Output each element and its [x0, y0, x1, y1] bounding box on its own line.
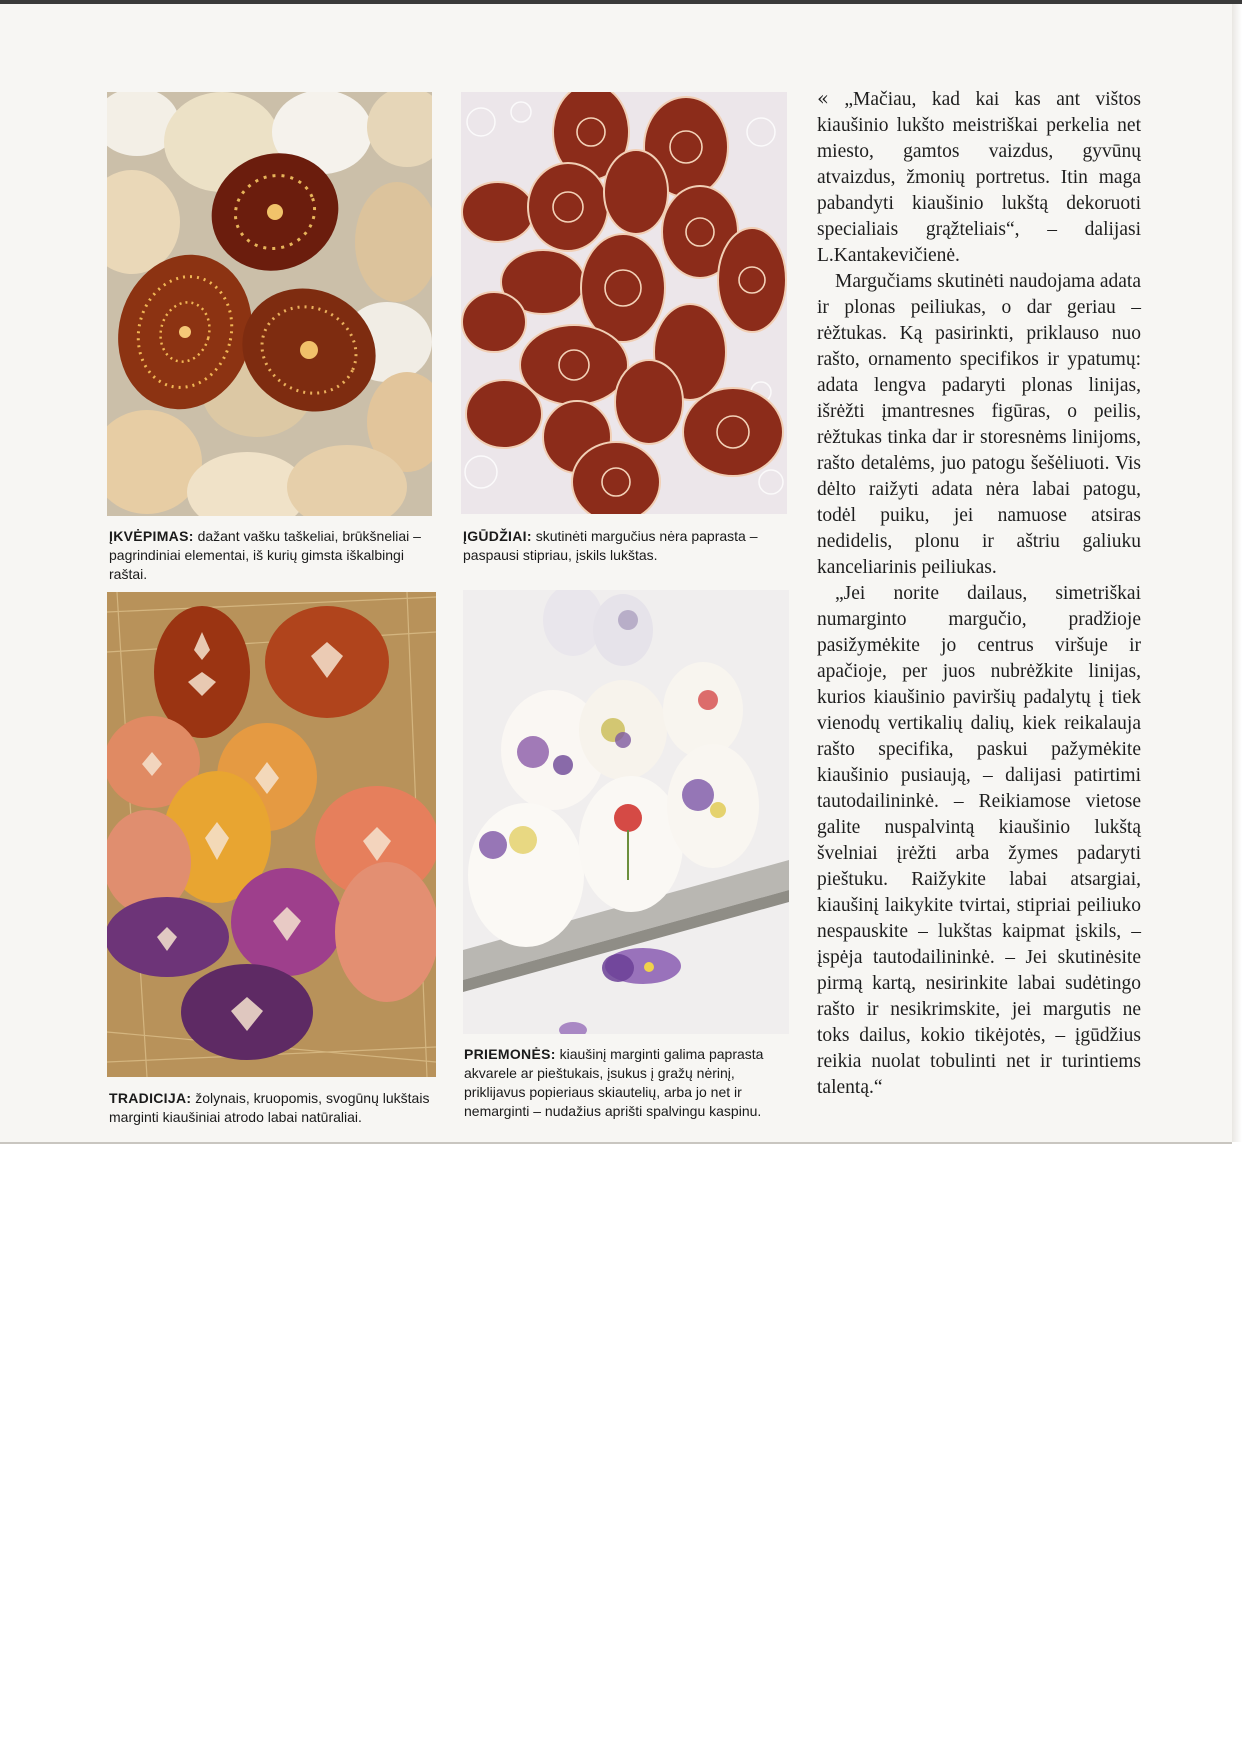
article-body: [817, 86, 1141, 1101]
scratched-eggs-photo: [461, 92, 787, 514]
article-paragraph: « „Mačiau, kad kai kas ant vištos kiaušinio lukšto meistriškai perkelia net miesto, gamtos vaizdus, gyvūnų atvaizdus, žmonių portretus. Itin maga pabandyti kiaušinio lukštą dekoruoti specialiais grąžteliais“, – dalijasi L.Kantakevičienė.: [817, 87, 1141, 266]
watercolor-flower-eggs-photo: [463, 590, 789, 1034]
caption-tools: [464, 1045, 790, 1121]
quote-mark-icon: «: [817, 87, 829, 110]
caption-label: ĮGŪDŽIAI:: [463, 528, 532, 544]
plant-print-eggs-in-nest-photo: [107, 592, 436, 1077]
caption-text: skutinėti margučius nėra paprasta – paspausi stipriau, įskils lukštas.: [463, 528, 758, 563]
caption-label: TRADICIJA:: [109, 1090, 192, 1106]
caption-inspiration: [109, 527, 429, 584]
caption-text: dažant vašku taškeliai, brūkšneliai – pagrindiniai elementai, iš kurių gimsta iškalbingi raštai.: [109, 528, 421, 582]
caption-label: PRIEMONĖS:: [464, 1046, 556, 1062]
article-paragraph: „Jei norite dailaus, simetriškai numarginto margučio, pradžioje pasižymėkite jo centrus viršuje ir apačioje, per juos nubrėžkite linijas, kurios kiaušinio paviršių padalytų į tiek vienodų vertikalių dalių, kiek reikalauja rašto specifika, paskui pažymėkite kiaušinio pusiaują, – dalijasi patirtimi tautodailininkė. – Reikiamose vietose galite nuspalvintą kiaušinio lukštą švelniai įrėžti arba žymes padaryti pieštuku. Raižykite labai atsargiai, kiaušinį laikykite tvirtai, stipriai peiliuko nespauskite – lukštas kaipmat įskils, – įspėja tautodailininkė. – Jei skutinėsite pirmą kartą, nesirinkite labai sudėtingo rašto ir nesikrimskite, jei margutis ne toks dailus, kokio tikėjotės, – įgūdžius reikia nuolat tobulinti net ir turintiems talentą.“: [817, 583, 1141, 1098]
page-edge: [1232, 4, 1242, 1142]
caption-tradition: [109, 1089, 439, 1127]
caption-text: žolynais, kruopomis, svogūnų lukštais marginti kiaušiniai atrodo labai natūraliai.: [109, 1090, 430, 1125]
caption-skills: [463, 527, 788, 565]
caption-label: ĮKVĖPIMAS:: [109, 528, 194, 544]
wax-decorated-eggs-photo: [107, 92, 432, 516]
caption-text: kiaušinį marginti galima paprasta akvarele ar pieštukais, įsukus į gražų nėrinį, priklijavus popieriaus skiautelių, arba jo net ir nemarginti – nudažius aprišti spalvingu kaspinu.: [464, 1046, 764, 1119]
article-paragraph: Margučiams skutinėti naudojama adata ir plonas peiliukas, o dar geriau – rėžtukas. Ką pasirinkti, priklauso nuo rašto, ornamento specifikos ir ypatumų: adata lengva padaryti plonas linijas, išrėžti įmantresnes figūras, o peilis, rėžtukas tinka dar ir storesnėms linijoms, rašto detalėms, juo patogu šešėliuoti. Vis dėlto raižyti adata nėra labai patogu, todėl puiku, jei namuose atsiras nedidelis, plonu ir aštriu galiuku kanceliarinis peiliukas.: [817, 271, 1141, 578]
